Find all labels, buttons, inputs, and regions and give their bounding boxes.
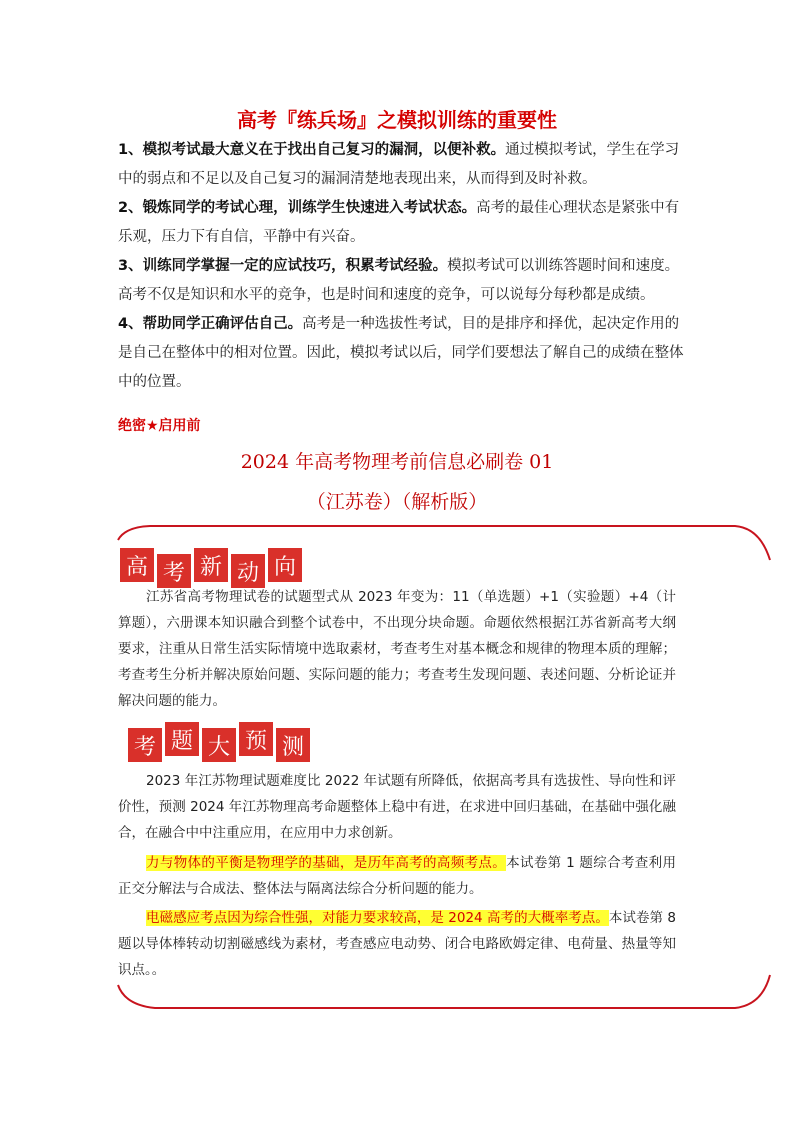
point-1-text: 通过模拟考试，学生在学习中的弱点和不足以及自己复习的漏洞清楚地表现出来，从而得到及时补救。 <box>118 142 680 187</box>
point-3-text: 模拟考试可以训练答题时间和速度。高考不仅是知识和水平的竞争，也是时间和速度的竞争，可以说每分每秒都是成绩。 <box>118 258 680 303</box>
banner-tile: 高 <box>120 548 154 582</box>
banner-predictions <box>128 722 310 762</box>
paper-subtitle: （江苏卷）（解析版） <box>306 491 488 513</box>
banner-tile: 预 <box>239 722 273 756</box>
point-3-lead: 3、训练同学掌握一定的应试技巧，积累考试经验。 <box>118 258 448 274</box>
highlight-text: 电磁感应考点因为综合性强，对能力要求较高，是 2024 高考的大概率考点。 <box>146 910 609 926</box>
point-2-lead: 2、锻炼同学的考试心理，训练学生快速进入考试状态。 <box>118 200 477 216</box>
banner-tile: 向 <box>268 548 302 582</box>
banner-tile: 题 <box>165 722 199 756</box>
page-title: 高考『练兵场』之模拟训练的重要性 <box>237 108 557 132</box>
point-4-lead: 4、帮助同学正确评估自己。 <box>118 316 303 332</box>
paper-title: 2024 年高考物理考前信息必刷卷 01 <box>240 451 554 473</box>
banner-tile: 测 <box>276 728 310 762</box>
highlight-text: 力与物体的平衡是物理学的基础，是历年高考的高频考点。 <box>146 855 507 871</box>
banner-tile: 新 <box>194 548 228 582</box>
banner-tile: 考 <box>128 728 162 762</box>
secret-label: 绝密★启用前 <box>118 418 201 434</box>
section2-paragraph-1: 2023 年江苏物理试题难度比 2022 年试题有所降低，依据高考具有选拔性、导向性和评价性，预测 2024 年江苏物理高考命题整体上稳中有进，在求进中回归基础，在基础中强化融合，在融合中中注重应用，在应用中力求创新。 <box>118 773 676 841</box>
paragraph-text: 本试卷第 8 题以导体棒转动切割磁感线为素材，考查感应电动势、闭合电路欧姆定律、电荷量、热量等知识点。。 <box>118 910 676 978</box>
point-4-text: 高考是一种选拔性考试，目的是排序和择优，起决定作用的是自己在整体中的相对位置。因此，模拟考试以后，同学们要想法了解自己的成绩在整体中的位置。 <box>118 316 684 390</box>
banner-tile: 动 <box>231 554 265 588</box>
point-2-text: 高考的最佳心理状态是紧张中有乐观，压力下有自信，平静中有兴奋。 <box>118 200 680 245</box>
section1-text: 江苏省高考物理试卷的试题型式从 2023 年变为：11（单选题）+1（实验题）+4（计算题），六册课本知识融合到整个试卷中，不出现分块命题。命题依然根据江苏省新高考大纲要求，注重从日常生活实际情境中选取素材，考查考生对基本概念和规律的物理本质的理解；考查考生分析并解决原始问题、实际问题的能力；考查考生发现问题、表述问题、分析论证并解决问题的能力。 <box>118 589 676 709</box>
paragraph-text: 本试卷第 1 题综合考查利用正交分解法与合成法、整体法与隔离法综合分析问题的能力。 <box>118 855 677 897</box>
banner-new-trends <box>120 548 302 588</box>
banner-tile: 大 <box>202 728 236 762</box>
section2-paragraph-3 <box>118 905 676 983</box>
banner-tile: 考 <box>157 554 191 588</box>
point-1-lead: 1、模拟考试最大意义在于找出自己复习的漏洞，以便补救。 <box>118 142 506 158</box>
section2-paragraph-2 <box>118 850 676 902</box>
